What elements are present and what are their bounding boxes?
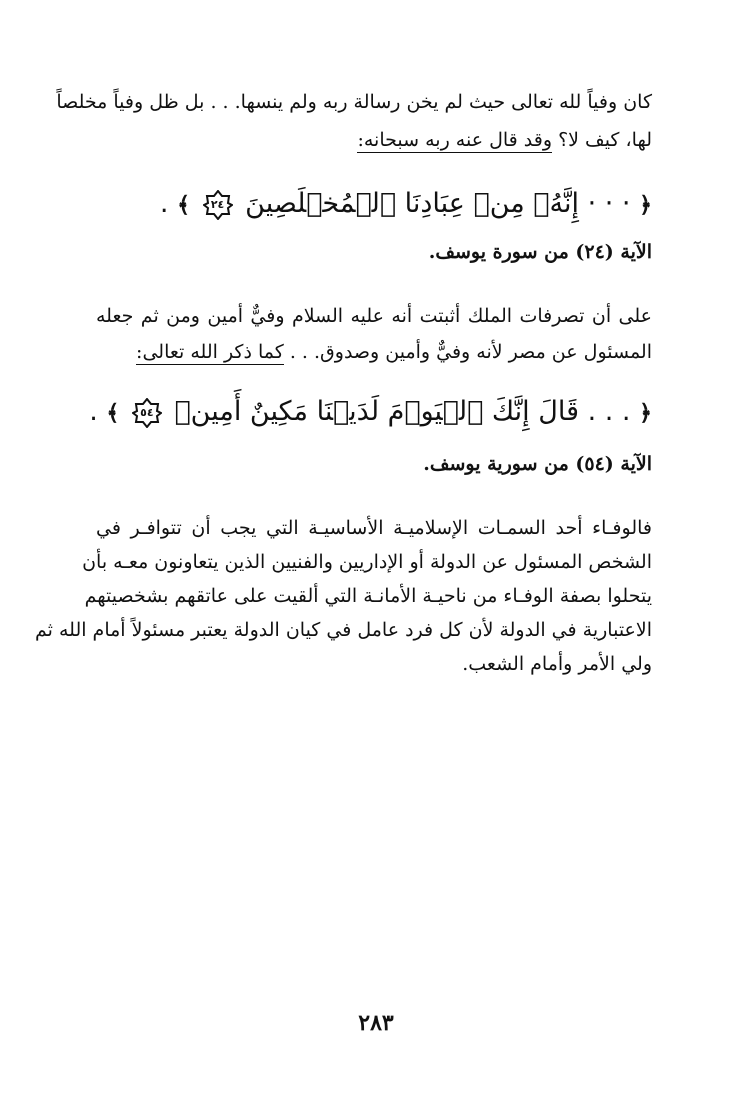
quran-verse-2 — [89, 392, 652, 434]
ayah-end-marker-icon — [132, 398, 162, 428]
verse-1-reference: الآية (٢٤) من سورة يوسف. — [428, 241, 652, 263]
ayah-end-marker-icon — [203, 190, 233, 220]
paragraph-1-line-2-text: لها، كيف لا؟ — [552, 129, 652, 151]
verse-1-end-dot: . — [159, 188, 169, 219]
verse-2-close-bracket: ﴾ — [106, 401, 120, 426]
paragraph-2-line-1: على أن تصرفات الملك أثبتت أنه عليه السلام وفيٌّ أمين ومن ثم جعله — [96, 305, 652, 327]
verse-2-open-bracket: ﴿ — [639, 401, 652, 426]
verse-1-close-bracket: ﴾ — [177, 193, 190, 218]
verse-1-ayah-number: ٢٤ — [210, 197, 225, 211]
paragraph-3-line-2: الشخص المسئول عن الدولة أو الإداريين والفنيين الذين يتعاونون معـه بأن — [82, 551, 652, 573]
verse-2-reference: الآية (٥٤) من سورية يوسف. — [423, 453, 652, 475]
verse-2-end-dot: . — [89, 396, 98, 427]
paragraph-2-line-2-text: المسئول عن مصر لأنه وفيٌّ وأمين وصدوق. . . — [283, 341, 652, 363]
paragraph-3-line-5: ولي الأمر وأمام الشعب. — [462, 653, 652, 675]
paragraph-3-line-1: فالوفـاء أحد السمـات الإسلاميـة الأساسيـة التي يجب أن تتوافـر في — [96, 517, 652, 539]
paragraph-2-underlined-text: كما ذكر الله تعالى: — [136, 341, 284, 363]
verse-1-prefix: · · · — [587, 188, 631, 219]
paragraph-1-line-2 — [96, 126, 652, 154]
paragraph-2-line-2 — [96, 338, 652, 366]
quran-verse-1 — [160, 184, 652, 226]
page-number: ٢٨٣ — [358, 1010, 394, 1036]
verse-1-open-bracket: ﴿ — [639, 193, 652, 218]
verse-2-prefix: . . . — [587, 396, 631, 427]
verse-2-text: قَالَ إِنَّكَ ٱلۡيَوۡمَ لَدَيۡنَا مَكِينٌ أَمِينٞ — [174, 396, 579, 427]
verse-1-text: إِنَّهُۥ مِنۡ عِبَادِنَا ٱلۡمُخۡلَصِينَ — [245, 188, 579, 219]
paragraph-1-line-1: كان وفياً لله تعالى حيث لم يخن رسالة ربه ولم ينسها. . . بل ظل وفياً مخلصاً — [56, 91, 652, 113]
verse-2-ayah-number: ٥٤ — [140, 405, 154, 419]
paragraph-3-line-4: الاعتبارية في الدولة لأن كل فرد عامل في كيان الدولة يعتبر مسئولاً أمام الله ثم — [35, 619, 652, 641]
paragraph-1-underlined-text: وقد قال عنه ربه سبحانه: — [357, 129, 553, 151]
paragraph-3-line-3: يتحلوا بصفة الوفـاء من ناحيـة الأمانـة التي ألقيت على عاتقهم بشخصيتهم — [84, 585, 652, 607]
